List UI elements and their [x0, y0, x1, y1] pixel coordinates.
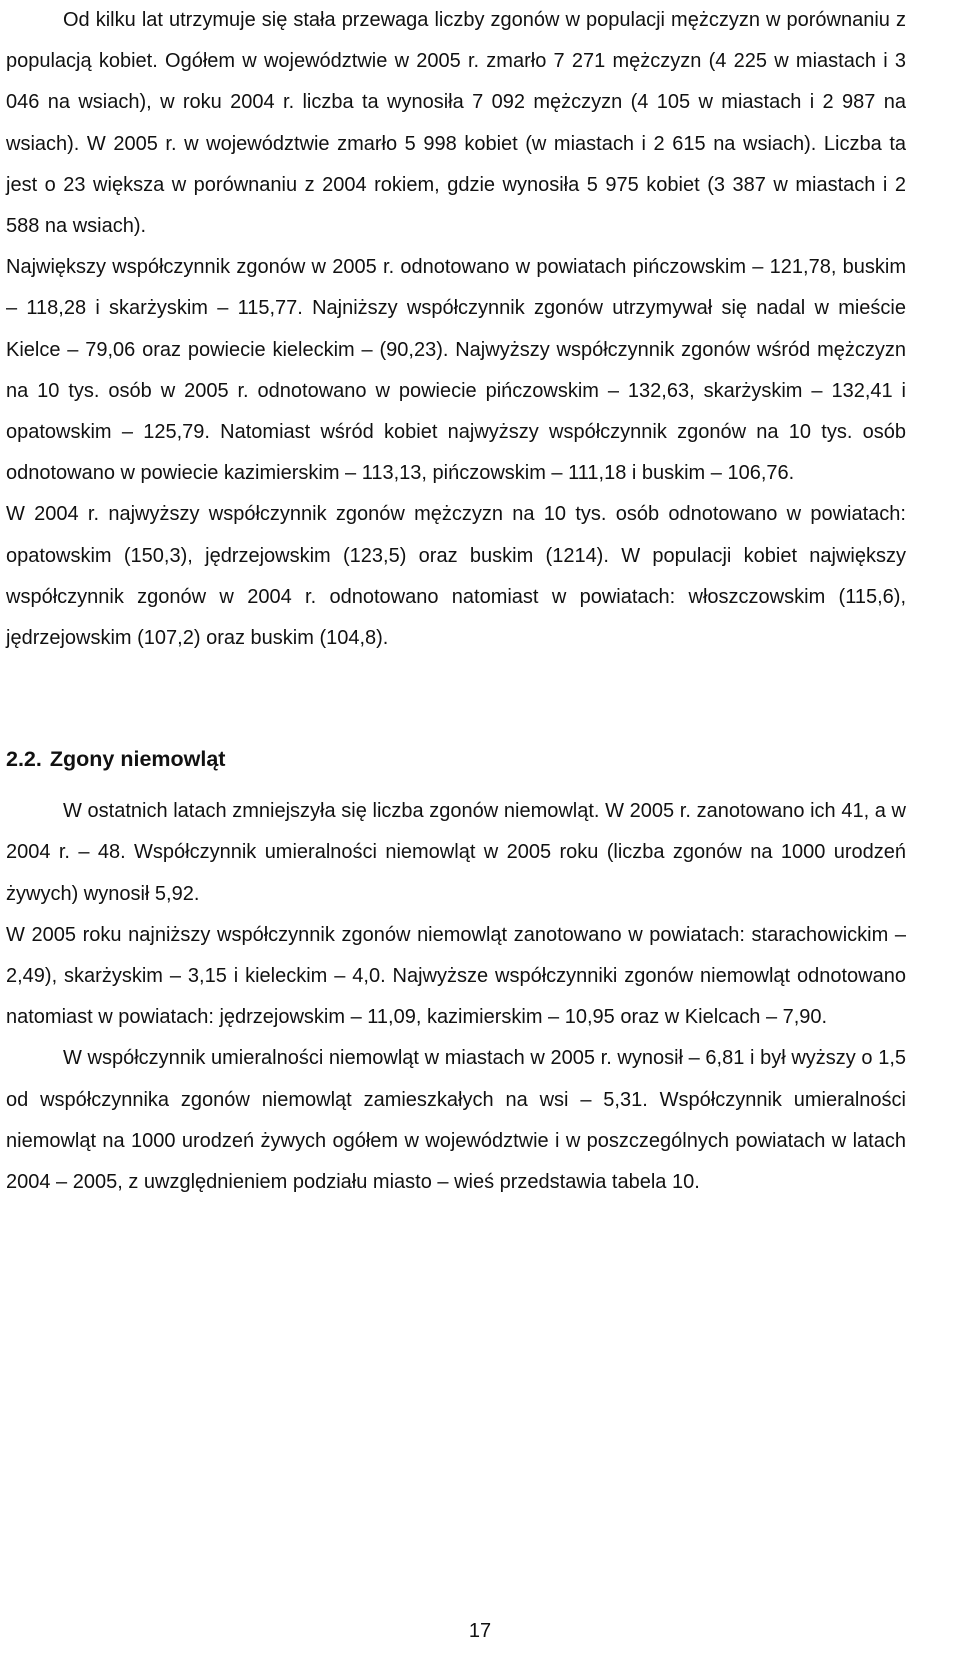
paragraph-infant-rates-by-district: W 2005 roku najniższy współczynnik zgonów niemowląt zanotowano w powiatach: starachowickim – 2,49), skarżyskim – 3,15 i kieleckim – 4,0. Najwyższe współczynniki zgonów niemowląt odnotowano natomiast w powiatach: jędrzejowskim – 11,09, kazimierskim – 10,95 oraz w Kielcach – 7,90.: [6, 923, 906, 1029]
paragraph-infant-deaths: W ostatnich latach zmniejszyła się liczba zgonów niemowląt. W 2005 r. zanotowano ich 41, a w 2004 r. – 48. Współczynnik umieralności niemowląt w 2005 roku (liczba zgonów na 1000 urodzeń żywych) wynosił 5,92.: [6, 800, 906, 905]
paragraph-death-rates-2004: W 2004 r. najwyższy współczynnik zgonów mężczyzn na 10 tys. osób odnotowano w powiatach: opatowskim (150,3), jędrzejowskim (123,5) oraz buskim (1214). W populacji kobiet największy współczynnik zgonów w 2004 r. odnotowano natomiast w powiatach: włoszczowskim (115,6), jędrzejowskim (107,2) oraz buskim (104,8).: [6, 503, 906, 650]
page-number: 17: [468, 1620, 492, 1642]
section-spacer: [6, 659, 906, 739]
section-heading: [6, 739, 906, 791]
section-title: Zgony niemowląt: [49, 747, 226, 772]
paragraph-infant-rates-urban-rural: W współczynnik umieralności niemowląt w miastach w 2005 r. wynosił – 6,81 i był wyższy o 1,5 od współczynnika zgonów niemowląt zamieszkałych na wsi – 5,31. Współczynnik umieralności niemowląt na 1000 urodzeń żywych ogółem w województwie i w poszczególnych powiatach w latach 2004 – 2005, z uwzględnieniem podziału miasto – wieś przedstawia tabela 10.: [6, 1047, 906, 1194]
section-number: 2.2.: [6, 747, 42, 772]
paragraph-deaths-by-sex: Od kilku lat utrzymuje się stała przewaga liczby zgonów w populacji mężczyzn w porównaniu z populacją kobiet. Ogółem w województwie w 2005 r. zmarło 7 271 mężczyzn (4 225 w miastach i 3 046 na wsiach), w roku 2004 r. liczba ta wynosiła 7 092 mężczyzn (4 105 w miastach i 2 987 na wsiach). W 2005 r. w województwie zmarło 5 998 kobiet (w miastach i 2 615 na wsiach). Liczba ta jest o 23 większa w porównaniu z 2004 rokiem, gdzie wynosiła 5 975 kobiet (3 387 w miastach i 2 588 na wsiach).: [6, 9, 906, 238]
page-content: [6, 0, 906, 1203]
paragraph-death-rates-2005: Największy współczynnik zgonów w 2005 r. odnotowano w powiatach pińczowskim – 121,78, buskim – 118,28 i skarżyskim – 115,77. Najniższy współczynnik zgonów utrzymywał się nadal w mieście Kielce – 79,06 oraz powiecie kieleckim – (90,23). Najwyższy współczynnik zgonów wśród mężczyzn na 10 tys. osób w 2005 r. odnotowano w powiecie pińczowskim – 132,63, skarżyskim – 132,41 i opatowskim – 125,79. Natomiast wśród kobiet najwyższy współczynnik zgonów na 10 tys. osób odnotowano w powiecie kazimierskim – 113,13, pińczowskim – 111,18 i buskim – 106,76.: [6, 256, 906, 485]
